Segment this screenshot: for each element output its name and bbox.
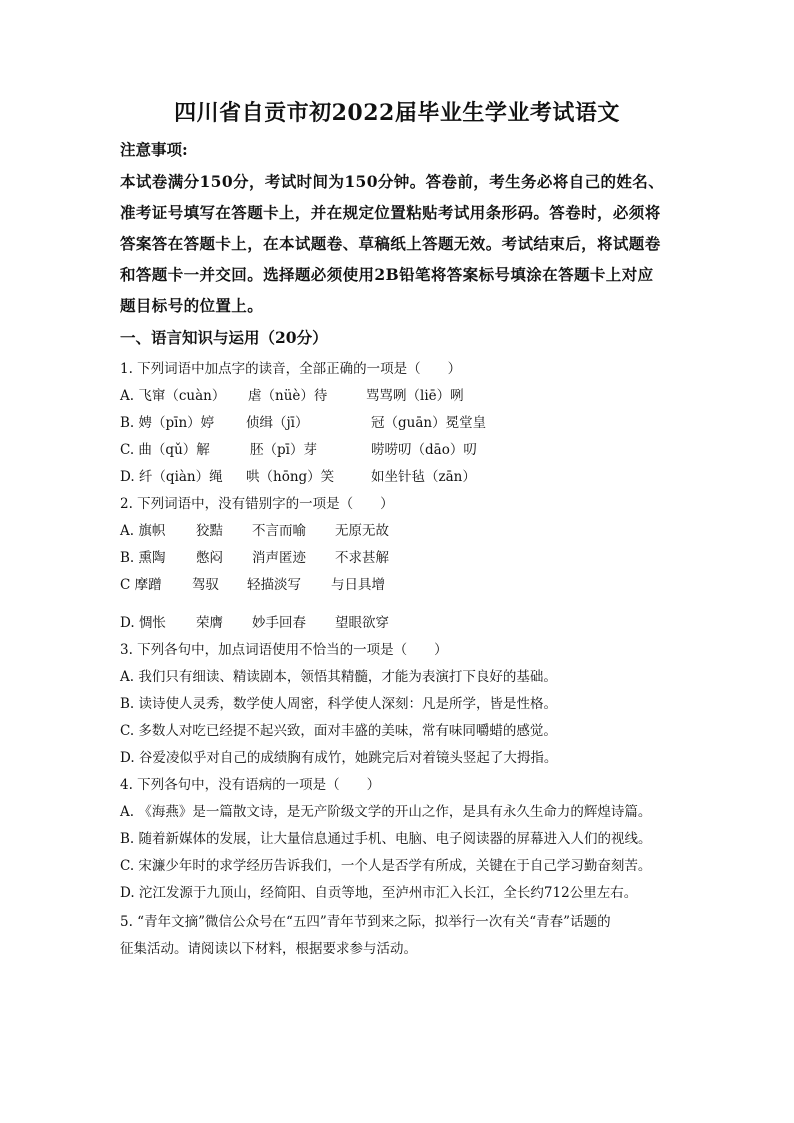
question-4-stem: 4. 下列各句中，没有语病的一项是（ ） <box>120 777 381 793</box>
option-c-item: 驾驭 <box>192 577 219 593</box>
option-c-item: 轻描淡写 <box>247 577 301 593</box>
notice-line: 题目标号的位置上。 <box>120 296 264 315</box>
notice-line: 本试卷满分150分，考试时间为150分钟。答卷前，考生务必将自己的姓名、 <box>120 172 665 191</box>
notice-heading: 注意事项: <box>120 140 188 159</box>
question-3-stem: 3. 下列各句中，加点词语使用不恰当的一项是（ ） <box>120 642 448 658</box>
option-a-item: A. 飞窜（cuàn） <box>120 388 226 404</box>
option-a: A. 《海燕》是一篇散文诗，是无产阶级文学的开山之作，是具有永久生命力的辉煌诗篇。 <box>120 804 652 820</box>
option-b-item: 冠（guān）冕堂皇 <box>371 415 487 431</box>
question-5-stem-cont: 征集活动。请阅读以下材料，根据要求参与活动。 <box>120 941 417 957</box>
option-c-item: C. 曲（qǔ）解 <box>120 442 210 458</box>
option-c-item: 胚（pī）芽 <box>250 442 317 458</box>
notice-line: 准考证号填写在答题卡上，并在规定位置粘贴考试用条形码。答卷时，必须将 <box>120 203 661 222</box>
option-a-item: A. 旗帜 <box>120 523 166 539</box>
option-b-item: 不求甚解 <box>335 550 389 566</box>
option-a-item: 无原无故 <box>335 523 389 539</box>
option-b-item: B. 娉（pīn）婷 <box>120 415 215 431</box>
option-a: A. 我们只有细读、精读剧本，领悟其精髓，才能为表演打下良好的基础。 <box>120 669 557 685</box>
exam-title: 四川省自贡市初2022届毕业生学业考试语文 <box>174 100 620 126</box>
option-c-item: 唠唠叨（dāo）叨 <box>371 442 477 458</box>
option-d: D. 沱江发源于九顶山，经简阳、自贡等地，至泸州市汇入长江，全长约712公里左右。 <box>120 885 638 901</box>
option-b: B. 读诗使人灵秀，数学使人周密，科学使人深刻：凡是所学，皆是性格。 <box>120 696 558 712</box>
option-d-item: 如坐针毡（zān） <box>371 469 476 485</box>
option-a-item: 狡黠 <box>196 523 223 539</box>
option-b: B. 随着新媒体的发展，让大量信息通过手机、电脑、电子阅读器的屏幕进入人们的视线。 <box>120 831 652 847</box>
option-d-item: 妙手回春 <box>252 615 306 631</box>
question-2-stem: 2. 下列词语中，没有错别字的一项是（ ） <box>120 496 394 512</box>
option-a-item: 不言而喻 <box>252 523 306 539</box>
notice-line: 答案答在答题卡上，在本试题卷、草稿纸上答题无效。考试结束后，将试题卷 <box>120 234 661 253</box>
option-b-item: 憋闷 <box>196 550 223 566</box>
option-b-item: 消声匿迹 <box>252 550 306 566</box>
option-a-item: 虐（nüè）待 <box>248 388 328 404</box>
option-b-item: B. 熏陶 <box>120 550 166 566</box>
option-c: C. 多数人对吃已经提不起兴致，面对丰盛的美味，常有味同嚼蜡的感觉。 <box>120 723 557 739</box>
question-5-stem: 5. “青年文摘”微信公众号在“五四”青年节到来之际，拟举行一次有关“青春”话题的 <box>120 914 611 930</box>
option-d-item: 望眼欲穿 <box>335 615 389 631</box>
option-d: D. 谷爱凌似乎对自己的成绩胸有成竹，她跳完后对着镜头竖起了大拇指。 <box>120 750 558 766</box>
notice-line: 和答题卡一并交回。选择题必须使用2B铅笔将答案标号填涂在答题卡上对应 <box>120 265 654 284</box>
option-d-item: 哄（hōng）笑 <box>246 469 335 485</box>
option-d-item: D. 惆怅 <box>120 615 166 631</box>
option-c-item: 与日具增 <box>331 577 385 593</box>
option-a-item: 骂骂咧（liē）咧 <box>366 388 464 404</box>
section-heading: 一、语言知识与运用（20分） <box>120 328 328 347</box>
option-d-item: D. 纤（qiàn）绳 <box>120 469 223 485</box>
option-b-item: 侦缉（jī） <box>246 415 309 431</box>
question-1-stem: 1. 下列词语中加点字的读音，全部正确的一项是（ ） <box>120 361 462 377</box>
option-c: C. 宋濂少年时的求学经历告诉我们，一个人是否学有所成，关键在于自己学习勤奋刻苦。 <box>120 858 652 874</box>
option-d-item: 荣膺 <box>196 615 223 631</box>
option-c-item: C 摩蹭 <box>120 577 162 593</box>
